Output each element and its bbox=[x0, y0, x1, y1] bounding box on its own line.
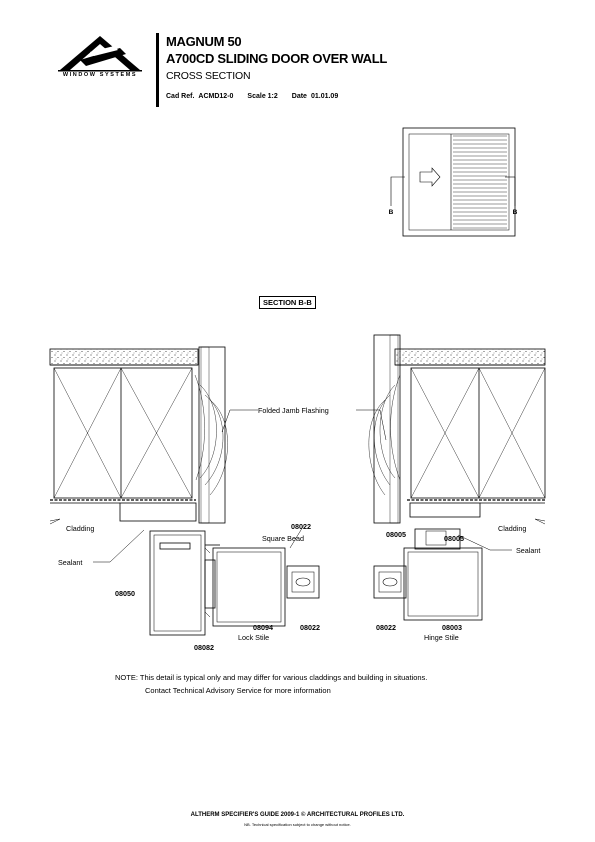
label-square-bead: Square Bead bbox=[262, 534, 304, 543]
note-line-2: Contact Technical Advisory Service for more information bbox=[145, 686, 331, 695]
key-plan bbox=[388, 128, 515, 236]
date: 01.01.09 bbox=[310, 93, 339, 100]
label-lock-stile: Lock Stile bbox=[238, 633, 270, 642]
cad-ref-label: Cad Ref. bbox=[166, 93, 195, 100]
label-cladding-right: Cladding bbox=[498, 524, 527, 533]
label-part-08022-mid: 08022 bbox=[300, 623, 320, 632]
label-part-08005-right: 08005 bbox=[444, 534, 464, 543]
footer-line-2: NB. Technical specification subject to change without notice. bbox=[244, 822, 351, 827]
label-part-08003: 08003 bbox=[442, 623, 462, 632]
scale: Scale 1:2 bbox=[247, 93, 278, 100]
label-part-08022-right: 08022 bbox=[376, 623, 396, 632]
slide-arrow-icon bbox=[420, 168, 440, 186]
key-plan-marker-left: B bbox=[388, 209, 394, 216]
label-part-08050: 08050 bbox=[115, 589, 135, 598]
date-label: Date bbox=[291, 93, 307, 100]
label-cladding-left: Cladding bbox=[66, 524, 95, 533]
left-frame-profiles bbox=[150, 531, 319, 635]
label-sealant-right: Sealant bbox=[516, 546, 541, 555]
footer-line-1: ALTHERM SPECIFIER'S GUIDE 2009-1 © ARCHITECTURAL PROFILES LTD. bbox=[190, 812, 405, 818]
logo-subtext: WINDOW SYSTEMS bbox=[62, 72, 138, 78]
section-title: SECTION B-B bbox=[259, 296, 316, 309]
label-part-08094: 08094 bbox=[253, 623, 273, 632]
right-wall bbox=[369, 335, 545, 524]
label-part-08082: 08082 bbox=[194, 643, 214, 652]
note-line-1: NOTE: This detail is typical only and may differ for various claddings and building in situations. bbox=[115, 673, 428, 682]
right-frame-profiles bbox=[374, 529, 482, 620]
louvre-hatch bbox=[453, 136, 507, 228]
page-subtitle: CROSS SECTION bbox=[166, 70, 251, 82]
label-sealant-left: Sealant bbox=[58, 558, 83, 567]
label-part-08005-left: 08005 bbox=[386, 530, 406, 539]
key-plan-marker-right: B bbox=[512, 209, 518, 216]
page-title: A700CD SLIDING DOOR OVER WALL bbox=[166, 51, 387, 66]
left-wall bbox=[50, 347, 228, 524]
label-folded-jamb-flashing: Folded Jamb Flashing bbox=[258, 406, 329, 415]
cad-ref: ACMD12-0 bbox=[198, 93, 234, 100]
product-title: MAGNUM 50 bbox=[166, 34, 242, 49]
label-part-08022-top: 08022 bbox=[291, 522, 311, 531]
label-hinge-stile: Hinge Stile bbox=[424, 633, 459, 642]
